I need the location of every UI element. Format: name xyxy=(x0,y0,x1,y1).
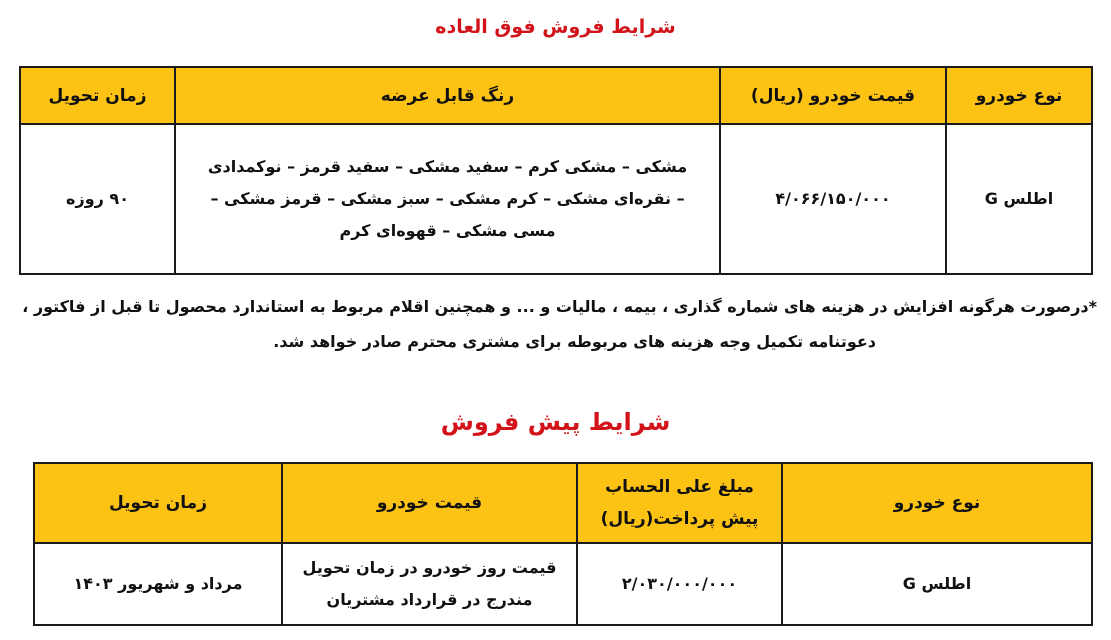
cell-price: ۴/۰۶۶/۱۵۰/۰۰۰ xyxy=(720,124,946,274)
note-line-2: دعوتنامه تکمیل وجه هزینه های مربوطه برای مشتری محترم صادر خواهد شد. xyxy=(273,332,876,351)
cell-colors xyxy=(175,124,720,274)
header-price: قیمت خودرو xyxy=(282,463,577,543)
presale-table xyxy=(33,462,1093,626)
presale-title: شرایط پیش فروش xyxy=(440,408,671,436)
header-car-type: نوع خودرو xyxy=(946,67,1092,124)
price-line-1: قیمت روز خودرو در زمان تحویل xyxy=(302,558,557,577)
colors-line-1: مشکی – مشکی کرم – سفید مشکی – سفید قرمز – نوکمدادی xyxy=(207,157,688,176)
table-header-row xyxy=(20,67,1092,124)
special-sale-table xyxy=(19,66,1093,275)
colors-line-2: – نقره‌ای مشکی – کرم مشکی – سبز مشکی – قرمز مشکی – xyxy=(210,189,685,208)
cell-car-type: اطلس G xyxy=(782,543,1092,625)
header-prepay-line-1: مبلغ علی الحساب xyxy=(605,477,754,497)
header-delivery: زمان تحویل xyxy=(20,67,175,124)
price-line-2: مندرج در قرارداد مشتریان xyxy=(326,590,533,609)
cell-prepay: ۲/۰۳۰/۰۰۰/۰۰۰ xyxy=(577,543,782,625)
table-header-row xyxy=(34,463,1092,543)
cell-delivery: ۹۰ روزه xyxy=(20,124,175,274)
cell-delivery: مرداد و شهریور ۱۴۰۳ xyxy=(34,543,282,625)
header-car-type: نوع خودرو xyxy=(782,463,1092,543)
header-prepay xyxy=(577,463,782,543)
note-line-1: *درصورت هرگونه افزایش در هزینه های شماره گذاری ، بیمه ، مالیات و ... و همچنین اقلام مربوط به استاندارد محصول تا قبل از فاکتور ، xyxy=(22,297,1097,316)
header-price: قیمت خودرو (ریال) xyxy=(720,67,946,124)
cell-price xyxy=(282,543,577,625)
special-sale-title: شرایط فروش فوق العاده xyxy=(435,16,676,38)
table-row xyxy=(34,543,1092,625)
colors-line-3: مسی مشکی – قهوه‌ای کرم xyxy=(339,221,556,240)
header-colors: رنگ قابل عرضه xyxy=(175,67,720,124)
header-prepay-line-2: پیش پرداخت(ریال) xyxy=(600,509,759,529)
table-row xyxy=(20,124,1092,274)
header-delivery: زمان تحویل xyxy=(34,463,282,543)
cell-car-type: اطلس G xyxy=(946,124,1092,274)
